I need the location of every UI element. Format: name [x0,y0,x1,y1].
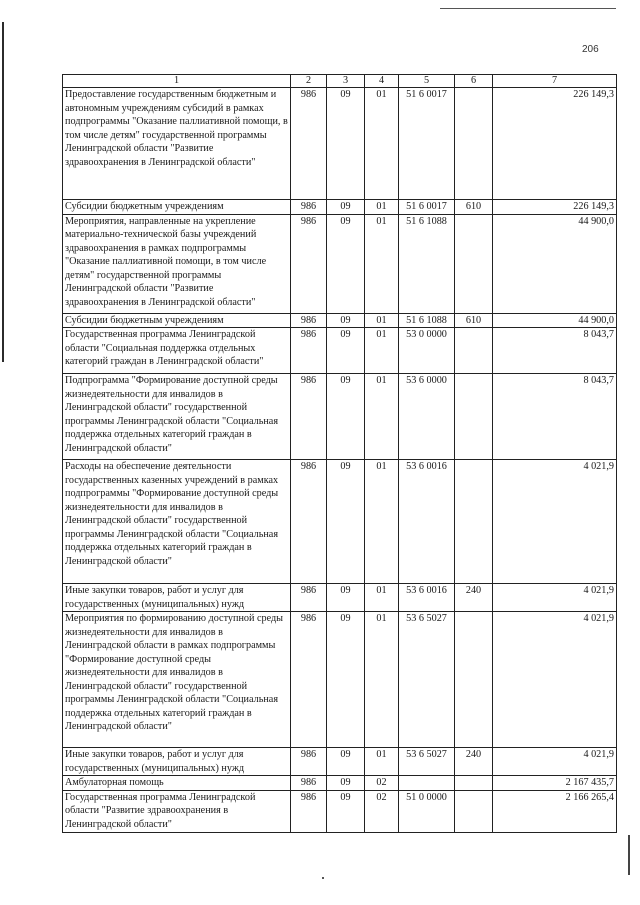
row-section: 09 [327,200,365,215]
row-adm: 986 [291,313,327,328]
row-name: Подпрограмма "Формирование доступной среды жизнедеятельности для инвалидов в Ленинградской области" государственной программы Ленинградской области "Социальная поддержка отдельных категорий граждан в Ленинградской области" [63,374,291,460]
row-sum: 2 167 435,7 [493,776,617,791]
row-expense-type: 240 [455,748,493,776]
row-subsection: 01 [365,374,399,460]
row-sum: 2 166 265,4 [493,790,617,832]
row-target-code: 53 6 0016 [399,584,455,612]
row-sum: 8 043,7 [493,328,617,374]
row-sum: 4 021,9 [493,460,617,584]
row-name: Государственная программа Ленинградской области "Социальная поддержка отдельных категорий граждан в Ленинградской области" [63,328,291,374]
row-adm: 986 [291,790,327,832]
row-sum: 44 900,0 [493,214,617,313]
row-expense-type: 610 [455,200,493,215]
row-adm: 986 [291,200,327,215]
table-row [63,313,617,328]
row-adm: 986 [291,328,327,374]
table-row [63,200,617,215]
row-name: Государственная программа Ленинградской области "Развитие здравоохранения в Ленинградской области" [63,790,291,832]
row-adm: 986 [291,214,327,313]
row-section: 09 [327,374,365,460]
row-target-code: 51 6 0017 [399,88,455,200]
row-section: 09 [327,790,365,832]
row-section: 09 [327,313,365,328]
table-row [63,328,617,374]
page-number: 206 [582,44,599,55]
row-name: Субсидии бюджетным учреждениям [63,313,291,328]
row-target-code: 51 6 1088 [399,214,455,313]
row-sum: 226 149,3 [493,200,617,215]
row-adm: 986 [291,374,327,460]
table-row [63,612,617,748]
row-subsection: 01 [365,584,399,612]
scan-speck [322,877,324,879]
row-subsection: 01 [365,214,399,313]
row-sum: 44 900,0 [493,313,617,328]
row-target-code: 53 6 5027 [399,748,455,776]
table-header-row [63,75,617,88]
row-subsection: 01 [365,328,399,374]
row-target-code: 53 6 0016 [399,460,455,584]
row-section: 09 [327,88,365,200]
row-subsection: 01 [365,460,399,584]
row-target-code: 51 6 1088 [399,313,455,328]
row-expense-type: 240 [455,584,493,612]
header-cell: 1 [63,75,291,88]
row-adm: 986 [291,612,327,748]
row-section: 09 [327,584,365,612]
row-expense-type [455,776,493,791]
row-expense-type [455,790,493,832]
row-adm: 986 [291,88,327,200]
row-expense-type [455,460,493,584]
row-target-code: 53 6 0000 [399,374,455,460]
row-section: 09 [327,748,365,776]
row-expense-type [455,374,493,460]
scan-edge-top [440,8,616,9]
row-adm: 986 [291,584,327,612]
row-sum: 226 149,3 [493,88,617,200]
scan-edge-left [2,22,4,362]
row-name: Иные закупки товаров, работ и услуг для государственных (муниципальных) нужд [63,748,291,776]
header-cell: 4 [365,75,399,88]
table-row [63,776,617,791]
row-adm: 986 [291,776,327,791]
row-sum: 4 021,9 [493,748,617,776]
row-target-code: 53 0 0000 [399,328,455,374]
row-section: 09 [327,214,365,313]
row-section: 09 [327,460,365,584]
row-name: Иные закупки товаров, работ и услуг для государственных (муниципальных) нужд [63,584,291,612]
row-name: Предоставление государственным бюджетным и автономным учреждениям субсидий в рамках подпрограммы "Оказание паллиативной помощи, в том числе детям" государственной программы Ленинградской области "Развитие здравоохранения в Ленинградской области" [63,88,291,200]
header-cell: 5 [399,75,455,88]
table-row [63,374,617,460]
table-row [63,214,617,313]
row-adm: 986 [291,460,327,584]
row-subsection: 01 [365,313,399,328]
row-expense-type [455,88,493,200]
header-cell: 3 [327,75,365,88]
row-expense-type [455,328,493,374]
row-name: Амбулаторная помощь [63,776,291,791]
row-name: Расходы на обеспечение деятельности государственных казенных учреждений в рамках подпрограммы "Формирование доступной среды жизнедеятельности для инвалидов в Ленинградской области" государственной программы Ленинградской области "Социальная поддержка отдельных категорий граждан в Ленинградской области" [63,460,291,584]
row-subsection: 02 [365,790,399,832]
row-target-code: 51 0 0000 [399,790,455,832]
row-subsection: 01 [365,200,399,215]
row-subsection: 02 [365,776,399,791]
table-row [63,790,617,832]
row-expense-type: 610 [455,313,493,328]
row-expense-type [455,612,493,748]
row-target-code [399,776,455,791]
row-name: Мероприятия, направленные на укрепление материально-технической базы учреждений здравоохранения в рамках подпрограммы "Оказание паллиативной помощи, в том числе детям" государственной программы Ленинградской области "Развитие здравоохранения в Ленинградской области" [63,214,291,313]
table-row [63,584,617,612]
row-sum: 4 021,9 [493,612,617,748]
row-subsection: 01 [365,88,399,200]
row-adm: 986 [291,748,327,776]
row-sum: 8 043,7 [493,374,617,460]
table-row [63,460,617,584]
table-row [63,748,617,776]
row-name: Мероприятия по формированию доступной среды жизнедеятельности для инвалидов в Ленинградской области в рамках подпрограммы "Формирование доступной среды жизнедеятельности для инвалидов в Ленинградской области" государственной программы Ленинградской области "Социальная поддержка отдельных категорий граждан в Ленинградской области" [63,612,291,748]
budget-table [62,74,617,833]
row-subsection: 01 [365,748,399,776]
header-cell: 6 [455,75,493,88]
row-sum: 4 021,9 [493,584,617,612]
row-target-code: 51 6 0017 [399,200,455,215]
row-target-code: 53 6 5027 [399,612,455,748]
row-subsection: 01 [365,612,399,748]
header-cell: 7 [493,75,617,88]
row-section: 09 [327,776,365,791]
row-section: 09 [327,328,365,374]
row-expense-type [455,214,493,313]
row-section: 09 [327,612,365,748]
header-cell: 2 [291,75,327,88]
scan-edge-right [628,835,630,875]
table-row [63,88,617,200]
row-name: Субсидии бюджетным учреждениям [63,200,291,215]
